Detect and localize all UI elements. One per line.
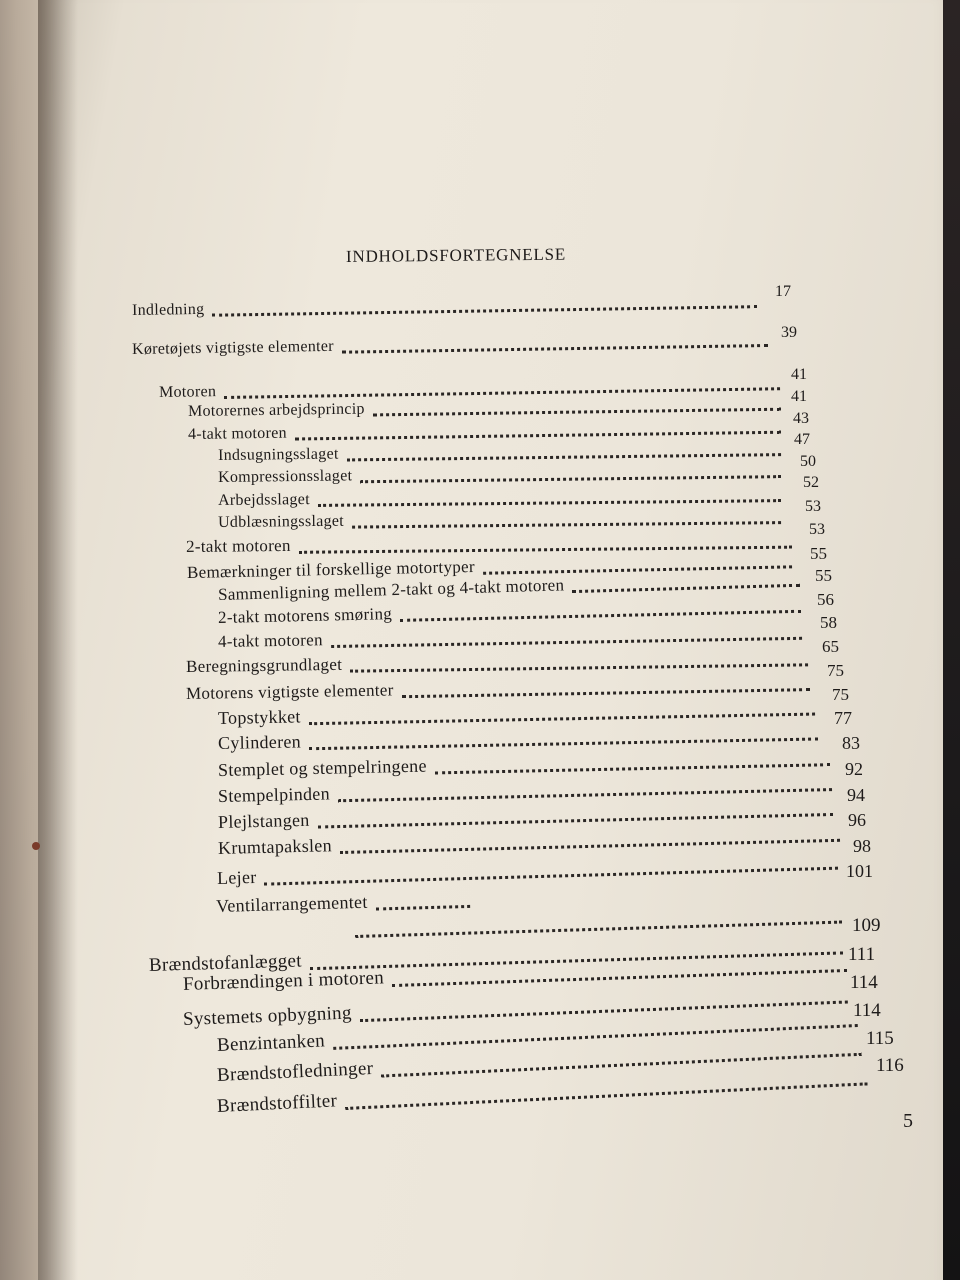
toc-entry-label: 2-takt motorens smøring bbox=[217, 604, 393, 627]
toc-entry-label: 4-takt motoren bbox=[217, 630, 323, 651]
toc-page-number: 83 bbox=[842, 733, 860, 753]
toc-entry-label: Systemets opbygning bbox=[182, 1002, 353, 1030]
dot-leader bbox=[376, 905, 470, 911]
toc-entry-label: Køretøjets vigtigste elementer bbox=[131, 337, 334, 358]
toc-entry-label: Motorens vigtigste elementer bbox=[185, 680, 394, 703]
toc-page-number: 53 bbox=[809, 521, 825, 538]
toc-entry-label: Stempelpinden bbox=[217, 783, 331, 806]
toc-page-number: 41 bbox=[791, 388, 807, 405]
toc-heading: INDHOLDSFORTEGNELSE bbox=[345, 244, 567, 266]
toc-page-number: 111 bbox=[848, 944, 876, 965]
toc-entry-label: Topstykket bbox=[217, 706, 301, 728]
toc-page-number: 39 bbox=[781, 324, 797, 341]
toc-page-number: 58 bbox=[820, 613, 837, 632]
page-stain bbox=[32, 842, 40, 850]
toc-entry-label: Indsugningsslaget bbox=[217, 445, 339, 464]
toc-page-number: 109 bbox=[852, 915, 881, 936]
spine-shadow bbox=[38, 0, 78, 1280]
toc-entry-label: Krumtapakslen bbox=[217, 835, 333, 858]
toc-page-number: 65 bbox=[822, 637, 839, 656]
toc-page-number: 114 bbox=[853, 1000, 881, 1021]
folio-page-number: 5 bbox=[903, 1110, 913, 1132]
toc-page-number: 116 bbox=[876, 1055, 904, 1076]
toc-entry-label: Kompressionsslaget bbox=[217, 467, 353, 486]
toc-entry-label: Ventilarrangementet bbox=[215, 891, 368, 916]
toc-entry-label: Motoren bbox=[158, 383, 217, 401]
toc-page-number: 92 bbox=[845, 759, 863, 779]
toc-entry-label: Cylinderen bbox=[217, 731, 302, 753]
toc-page-number: 114 bbox=[850, 972, 878, 993]
toc-entry-label: 2-takt motoren bbox=[185, 535, 291, 556]
toc-page-number: 47 bbox=[794, 431, 810, 448]
toc-entry-label: Beregningsgrundlaget bbox=[185, 654, 343, 676]
toc-page-number: 94 bbox=[847, 785, 865, 805]
toc-page-number: 75 bbox=[832, 685, 849, 704]
toc-page-number: 96 bbox=[848, 810, 866, 830]
toc-page-number: 41 bbox=[791, 366, 807, 383]
toc-entry-label: Brændstofledninger bbox=[216, 1057, 374, 1086]
toc-entry-label: Brændstofanlægget bbox=[148, 950, 303, 976]
toc-entry-label: Udblæsningsslaget bbox=[217, 512, 345, 531]
toc-page-number: 53 bbox=[805, 498, 821, 515]
toc-page-number: 115 bbox=[866, 1028, 894, 1049]
toc-page-number: 56 bbox=[817, 590, 834, 609]
toc-page-number: 50 bbox=[800, 453, 816, 470]
toc-entry-label: Motorernes arbejdsprincip bbox=[187, 400, 365, 420]
toc-entry-label: Lejer bbox=[216, 866, 257, 888]
toc-page-number: 17 bbox=[775, 283, 791, 300]
toc-entry-label: 4-takt motoren bbox=[187, 424, 287, 443]
toc-entry-label: Benzintanken bbox=[216, 1030, 326, 1056]
toc-page-number: 43 bbox=[793, 410, 809, 427]
toc-entry-label: Forbrændingen i motoren bbox=[182, 967, 385, 995]
toc-page-number: 52 bbox=[803, 474, 819, 491]
toc-page-number: 55 bbox=[815, 566, 832, 585]
toc-entry-label: Stemplet og stempelringene bbox=[217, 755, 427, 780]
toc-entry-label: Arbejdsslaget bbox=[217, 491, 311, 509]
toc-page-number: 101 bbox=[846, 861, 873, 881]
toc-entry-label: Sammenligning mellem 2-takt og 4-takt motoren bbox=[217, 575, 565, 604]
toc-page-number: 98 bbox=[853, 836, 871, 856]
toc-entry-label: Plejlstangen bbox=[217, 809, 310, 832]
toc-entry-label: Indledning bbox=[131, 300, 205, 319]
toc-page-number: 77 bbox=[834, 708, 852, 728]
toc-page-number: 75 bbox=[827, 661, 844, 680]
toc-entry-label: Bemærkninger til forskellige motortyper bbox=[186, 556, 476, 582]
toc-entry-label: Brændstoffilter bbox=[216, 1090, 338, 1117]
toc-page-number: 55 bbox=[810, 544, 827, 563]
